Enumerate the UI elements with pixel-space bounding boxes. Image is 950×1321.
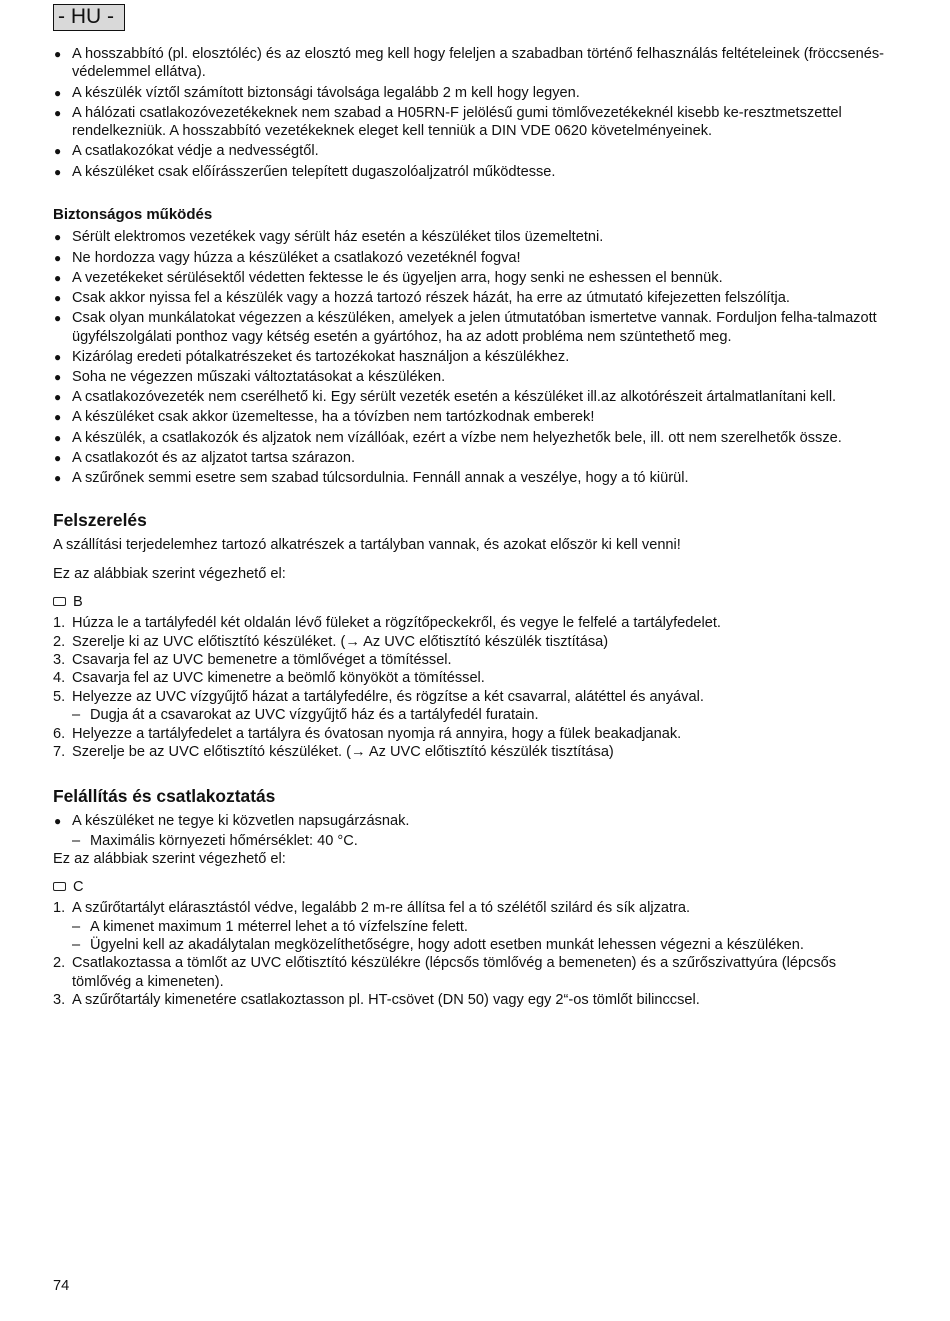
bullet-icon: ● xyxy=(54,390,62,405)
list-item xyxy=(53,449,898,467)
sub-item xyxy=(53,706,898,724)
list-item xyxy=(53,269,898,287)
assembly-how-to: Ez az alábbiak szerint végezhető el: xyxy=(53,566,286,583)
step-number: 7. xyxy=(53,743,66,760)
step-text: Csavarja fel az UVC bemenetre a tömlővéget a tömítéssel. xyxy=(72,651,452,668)
bullet-icon: ● xyxy=(54,105,62,120)
step-text: Helyezze az UVC vízgyűjtő házat a tartályfedélre, és rögzítse a két csavarral, alátéttel és anyával. xyxy=(72,688,704,705)
step-item xyxy=(53,651,898,669)
installation-how-to: Ez az alábbiak szerint végezhető el: xyxy=(53,851,286,868)
list-item xyxy=(53,142,898,160)
list-item xyxy=(53,84,898,102)
dash-icon: – xyxy=(72,707,81,724)
list-item-text: Sérült elektromos vezetékek vagy sérült ház esetén a készüléket tilos üzemeltetni. xyxy=(72,229,604,246)
bullet-icon: ● xyxy=(54,144,62,159)
installation-bullet-list xyxy=(53,812,898,830)
list-item-text: Csak olyan munkálatokat végezzen a készüléken, amelyek a jelen útmutatóban ismertetve vannak. Forduljon felha-talmazott ügyfélszolgálati ponthoz vagy kétség esetén a gyártóhoz, ha az adott probléma nem szüntethető meg. xyxy=(72,310,877,345)
step-number: 5. xyxy=(53,688,66,705)
list-item-text: A készülék, a csatlakozók és aljzatok nem vízállóak, ezért a vízbe nem helyezhetők bele, ill. ott nem szerelhetők össze. xyxy=(72,429,842,446)
assembly-steps-list xyxy=(53,614,898,761)
figure-label: C xyxy=(73,878,84,895)
list-item xyxy=(53,309,898,346)
language-tag: - HU - xyxy=(53,4,125,31)
bullet-icon: ● xyxy=(54,370,62,385)
sub-item-text: Maximális környezeti hőmérséklet: 40 °C. xyxy=(90,832,358,849)
list-item xyxy=(53,45,898,82)
step-item xyxy=(53,725,898,743)
step-item xyxy=(53,991,898,1009)
list-item-text: Csak akkor nyissa fel a készülék vagy a hozzá tartozó részek házát, ha erre az útmutató kifejezetten felszólítja. xyxy=(72,290,790,307)
step-text: Csavarja fel az UVC kimenetre a beömlő könyököt a tömítéssel. xyxy=(72,670,485,687)
safe-operation-bullet-list xyxy=(53,228,898,487)
step-item xyxy=(53,743,898,761)
step-number: 3. xyxy=(53,992,66,1009)
list-item xyxy=(53,812,898,830)
step-number: 1. xyxy=(53,615,66,632)
list-item-text: A készüléket csak akkor üzemeltesse, ha a tóvízben nem tartózkodnak emberek! xyxy=(72,409,595,426)
bullet-icon: ● xyxy=(54,471,62,486)
page-content xyxy=(53,45,898,1010)
step-text: Húzza le a tartályfedél két oldalán lévő füleket a rögzítőpeckekről, és vegye le felfelé a tartályfedelet. xyxy=(72,615,721,632)
bullet-icon: ● xyxy=(54,450,62,465)
page-number: 74 xyxy=(53,1278,70,1294)
step-item xyxy=(53,688,898,706)
dash-icon: – xyxy=(72,937,81,953)
list-item xyxy=(53,429,898,447)
sub-item-text: A kimenet maximum 1 méterrel lehet a tó vízfelszíne felett. xyxy=(90,918,468,935)
sub-item-text: Ügyelni kell az akadálytalan megközelíthetőségre, hogy adott esetben munkát lehessen végezni a készüléken. xyxy=(90,937,804,953)
figure-icon xyxy=(53,597,66,606)
step-number: 1. xyxy=(53,900,66,917)
step-number: 3. xyxy=(53,651,66,668)
step-item xyxy=(53,614,898,632)
intro-bullet-list xyxy=(53,45,898,181)
bullet-icon: ● xyxy=(54,250,62,265)
list-item-text: A szűrőnek semmi esetre sem szabad túlcsordulnia. Fennáll annak a veszélye, hogy a tó kiürül. xyxy=(72,470,689,487)
list-item-text: A hosszabbító (pl. elosztóléc) és az elosztó meg kell hogy feleljen a szabadban történő felhasználás feltételeinek (fröccsenés-védelemmel ellátva). xyxy=(72,46,885,81)
step-text: Szerelje be az UVC előtisztító készüléket. (→ Az UVC előtisztító készülék tisztítása) xyxy=(72,743,614,760)
step-number: 6. xyxy=(53,725,66,742)
step-text: A szűrőtartályt elárasztástól védve, legalább 2 m-re állítsa fel a tó szélétől szilárd és sík aljzatra. xyxy=(72,900,691,917)
list-item xyxy=(53,289,898,307)
bullet-icon: ● xyxy=(54,47,62,61)
list-item-text: Kizárólag eredeti pótalkatrészeket és tartozékokat használjon a készülékhez. xyxy=(72,348,570,365)
installation-steps-list xyxy=(53,899,898,1009)
bullet-icon: ● xyxy=(54,349,62,364)
list-item xyxy=(53,408,898,426)
list-item xyxy=(53,469,898,487)
bullet-icon: ● xyxy=(54,813,62,828)
sub-item xyxy=(53,832,898,850)
list-item xyxy=(53,388,898,406)
bullet-icon: ● xyxy=(54,85,62,100)
step-item xyxy=(53,899,898,917)
list-item-text: Ne hordozza vagy húzza a készüléket a csatlakozó vezetéknél fogva! xyxy=(72,249,521,266)
list-item-text: A csatlakozóvezeték nem cserélhető ki. Egy sérült vezeték esetén a készüléket ill.az alkotórészeit ártalmatlanítani kell. xyxy=(72,389,837,406)
section-title-safe-operation: Biztonságos működés xyxy=(53,206,213,224)
list-item-text: A csatlakozókat védje a nedvességtől. xyxy=(72,143,319,160)
step-item xyxy=(53,954,898,991)
figure-icon xyxy=(53,882,66,891)
dash-icon: – xyxy=(72,832,81,849)
list-item-text: A hálózati csatlakozóvezetékeknek nem szabad a H05RN-F jelölésű gumi tömlővezetékeknél kisebb ke-resztmetszettel rendelkezniük. A hosszabbító vezetékeknek eleget kell tenniük a DIN VDE 0620 követelményeinek. xyxy=(72,104,842,140)
list-item-text: A csatlakozót és az aljzatot tartsa szárazon. xyxy=(72,449,356,466)
list-item-text: A készüléket ne tegye ki közvetlen napsugárzásnak. xyxy=(72,812,410,829)
list-item xyxy=(53,163,898,181)
figure-reference-b xyxy=(53,593,898,611)
figure-label: B xyxy=(73,593,83,610)
bullet-icon: ● xyxy=(54,291,62,306)
section-title-installation: Felállítás és csatlakoztatás xyxy=(53,786,276,807)
step-text: Csatlakoztassa a tömlőt az UVC előtisztító készülékre (lépcsős tömlővég a bemeneten) és a szűrőszivattyúra (lépcsős tömlővég a kimeneten). xyxy=(72,955,837,990)
bullet-icon: ● xyxy=(54,430,62,445)
list-item-text: A vezetékeket sérülésektől védetten fektesse le és ügyeljen arra, hogy senki ne eshessen el bennük. xyxy=(72,269,723,286)
step-number: 2. xyxy=(53,633,66,650)
list-item xyxy=(53,368,898,386)
step-number: 2. xyxy=(53,955,66,972)
figure-reference-c xyxy=(53,878,898,896)
step-item xyxy=(53,669,898,687)
step-text: Szerelje ki az UVC előtisztító készüléket. (→ Az UVC előtisztító készülék tisztítása) xyxy=(72,633,609,650)
bullet-icon: ● xyxy=(54,270,62,285)
bullet-icon: ● xyxy=(54,311,62,326)
step-number: 4. xyxy=(53,670,66,687)
sub-item xyxy=(53,918,898,936)
sub-item-text: Dugja át a csavarokat az UVC vízgyűjtő ház és a tartályfedél furatain. xyxy=(90,707,539,724)
list-item-text: A készülék víztől számított biztonsági távolsága legalább 2 m kell hogy legyen. xyxy=(72,84,580,101)
bullet-icon: ● xyxy=(54,164,62,179)
list-item xyxy=(53,228,898,246)
list-item xyxy=(53,348,898,366)
sub-item xyxy=(53,936,898,954)
section-title-assembly: Felszerelés xyxy=(53,510,147,531)
list-item-text: Soha ne végezzen műszaki változtatásokat a készüléken. xyxy=(72,369,446,386)
step-item xyxy=(53,633,898,651)
dash-icon: – xyxy=(72,918,81,935)
step-text: A szűrőtartály kimenetére csatlakoztasson pl. HT-csövet (DN 50) vagy egy 2“-os tömlőt bilinccsel. xyxy=(72,992,700,1009)
list-item xyxy=(53,104,898,141)
bullet-icon: ● xyxy=(54,230,62,245)
list-item-text: A készüléket csak előírásszerűen telepített dugaszolóaljzatról működtesse. xyxy=(72,163,556,180)
list-item xyxy=(53,249,898,267)
assembly-intro: A szállítási terjedelemhez tartozó alkatrészek a tartályban vannak, és azokat először ki kell venni! xyxy=(53,536,681,553)
step-text: Helyezze a tartályfedelet a tartályra és óvatosan nyomja rá annyira, hogy a fülek beakadjanak. xyxy=(72,725,682,742)
bullet-icon: ● xyxy=(54,410,62,425)
